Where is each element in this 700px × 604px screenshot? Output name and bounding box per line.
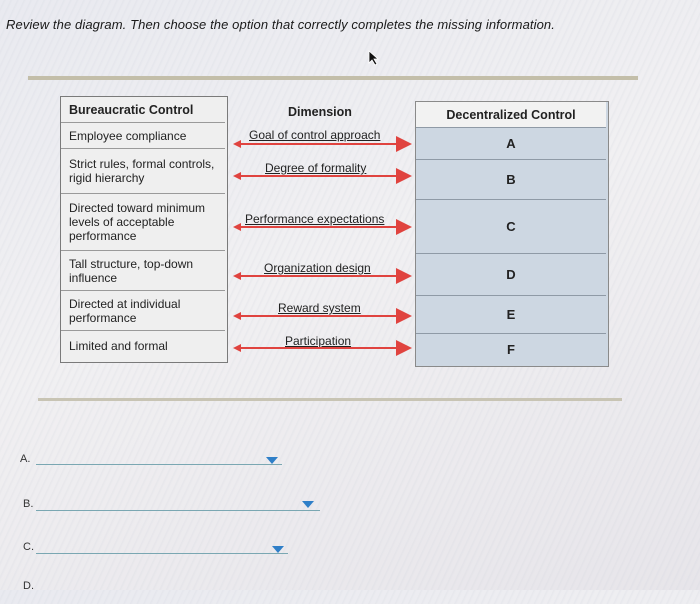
answer-label-b: B.	[23, 498, 34, 510]
dimension-goal: Goal of control approach	[249, 128, 381, 142]
dropdown-c[interactable]	[36, 553, 288, 554]
right-item-e: E	[416, 296, 606, 334]
left-item-6: Limited and formal	[69, 339, 168, 353]
answer-row-c[interactable]	[0, 541, 700, 565]
answer-label-d: D.	[23, 580, 34, 592]
left-item-5: Directed at individual performance	[61, 291, 225, 331]
dimension-performance: Performance expectations	[245, 212, 385, 226]
answer-row-d[interactable]	[0, 580, 700, 604]
instruction-text: Review the diagram. Then choose the option that correctly completes the missing information.	[6, 17, 555, 32]
dropdown-a[interactable]	[36, 464, 282, 465]
dimension-participation: Participation	[285, 334, 352, 348]
bottom-divider	[38, 398, 622, 401]
answer-row-a[interactable]	[0, 450, 700, 474]
right-item-b: B	[416, 160, 606, 200]
dropdown-a-caret-icon[interactable]	[266, 457, 278, 464]
left-header: Bureaucratic Control	[61, 97, 225, 123]
left-item-4: Tall structure, top-down influence	[61, 251, 225, 291]
dropdown-b-caret-icon[interactable]	[302, 501, 314, 508]
left-item-1: Employee compliance	[61, 123, 225, 149]
right-item-d: D	[416, 254, 606, 296]
right-item-a: A	[416, 128, 606, 160]
answer-label-c: C.	[23, 541, 34, 553]
dropdown-c-caret-icon[interactable]	[272, 546, 284, 553]
right-item-f: F	[507, 341, 515, 357]
dropdown-b[interactable]	[36, 510, 320, 511]
decentralized-control-table	[415, 101, 609, 367]
right-header: Decentralized Control	[416, 102, 606, 128]
dimension-reward-system: Reward system	[278, 301, 361, 315]
right-item-c: C	[416, 200, 606, 254]
left-item-2: Strict rules, formal controls, rigid hierarchy	[61, 149, 225, 194]
dimension-formality: Degree of formality	[265, 161, 367, 175]
left-item-3: Directed toward minimum levels of acceptable performance	[61, 194, 225, 251]
answer-row-b[interactable]	[0, 496, 700, 520]
answer-label-a: A.	[20, 453, 31, 465]
dimension-organization-design: Organization design	[264, 261, 371, 275]
dimension-header: Dimension	[288, 105, 352, 119]
